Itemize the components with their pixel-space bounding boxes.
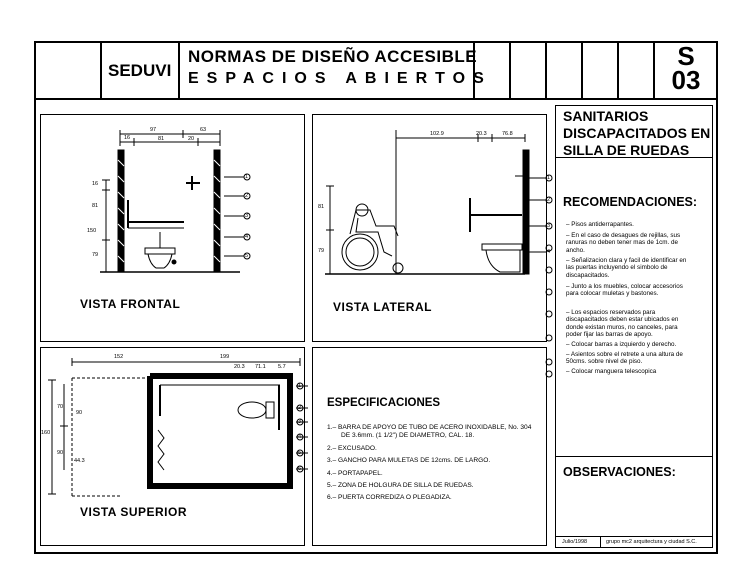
top-callout-6: 6 [298, 466, 302, 472]
front-dim-top-4: 81 [158, 136, 165, 142]
sanitarios-title-line-3: SILLA DE RUEDAS [563, 142, 690, 158]
side-dim-top-1: 102.9 [430, 131, 444, 137]
footer-credit: grupo mc2 arquitectura y ciudad S.C. [606, 539, 697, 545]
top-dim-left-2: 90 [76, 410, 83, 416]
recommendations-title: RECOMENDACIONES: [563, 195, 698, 209]
front-callout-2: 2 [245, 193, 249, 199]
spec-item-4: 4.– PORTAPAPEL. [327, 469, 383, 477]
side-dim-top-3: 76.8 [502, 131, 513, 137]
side-callout-2: 2 [547, 197, 551, 203]
top-dim-left-1: 70 [57, 404, 64, 410]
top-dim-top-3: 20.3 [234, 364, 245, 370]
top-dim-left-3: 160 [41, 430, 51, 436]
spec-item-5: 5.– ZONA DE HOLGURA DE SILLA DE RUEDAS. [327, 482, 474, 490]
observations-title: OBSERVACIONES: [563, 465, 676, 479]
brand-label: SEDUVI [108, 61, 172, 80]
front-dim-top-3: 16 [124, 135, 131, 141]
side-callout-4: 4 [547, 249, 551, 255]
recommendation-8: – Colocar manguera telescopica [566, 368, 657, 375]
top-callout-5: 5 [298, 450, 302, 456]
top-dim-top-4: 71.1 [255, 364, 266, 370]
sheet-code-letter: S [677, 41, 695, 71]
side-dim-left-1: 81 [318, 204, 325, 210]
front-dim-top-2: 63 [200, 127, 207, 133]
specs-title: ESPECIFICACIONES [327, 397, 441, 409]
sheet-title: NORMAS DE DISEÑO ACCESIBLE [188, 47, 478, 66]
spec-item-1a: 1.– BARRA DE APOYO DE TUBO DE ACERO INOXIDABLE, No. 304 [327, 424, 532, 431]
front-dim-left-3: 150 [87, 228, 97, 234]
recommendation-callout-circles [546, 175, 552, 377]
front-callout-1: 1 [245, 174, 249, 180]
recommendation-2: – En el caso de desagues de rejillas, sus ranuras no deben tener mas de 1cm. de ancho. [566, 232, 681, 254]
sanitarios-title-line-1: SANITARIOS [563, 108, 649, 124]
footer-date: Julio/1998 [562, 539, 588, 545]
side-dim-top-2: 20.3 [476, 131, 487, 137]
top-callout-3: 3 [298, 419, 302, 425]
recommendation-3: – Señalizacion clara y facil de identificar en las puertas incluyendo el simbolo de discapacitados. [566, 257, 687, 279]
recommendation-6: – Colocar barras a izquierdo y derecho. [566, 341, 677, 348]
spec-item-1b: DE 3.6mm. (1 1/2") DE DIAMETRO, CAL. 18. [341, 432, 475, 440]
sheet-subtitle: ESPACIOS ABIERTOS [188, 70, 492, 87]
top-dim-top-1: 152 [114, 354, 124, 360]
top-callout-2: 2 [298, 405, 302, 411]
top-callout-1: 1 [298, 383, 302, 389]
front-view-label: VISTA FRONTAL [80, 297, 181, 311]
recommendation-4: – Junto a los muebles, colocar accesorios para colocar muletas y bastones. [566, 283, 683, 298]
recommendation-5: – Los espacios reservados para discapacitados deben estar ubicados en donde existan muros, no canceles, para poder fijar las barras de apoyo. [566, 309, 679, 339]
top-dim-left-4: 90 [57, 450, 64, 456]
front-callout-3: 3 [245, 213, 249, 219]
front-dim-left-2: 81 [92, 203, 99, 209]
side-dim-left-2: 79 [318, 248, 325, 254]
side-callout-1: 1 [547, 175, 551, 181]
front-dim-left-4: 79 [92, 252, 99, 258]
spec-item-3: 3.– GANCHO PARA MULETAS DE 12cms. DE LARGO. [327, 457, 491, 465]
top-dim-left-5: 44.3 [74, 458, 85, 464]
front-callout-4: 4 [245, 234, 249, 240]
front-dim-top-5: 20 [188, 136, 195, 142]
top-dim-top-2: 199 [220, 354, 230, 360]
top-view-label: VISTA SUPERIOR [80, 505, 188, 519]
front-view-drawing [100, 130, 250, 272]
spec-item-2: 2.– EXCUSADO. [327, 444, 377, 452]
top-dim-top-5: 5.7 [278, 364, 286, 370]
front-dim-top-1: 97 [150, 127, 157, 133]
front-callout-5: 5 [245, 253, 249, 259]
sheet-code-number: 03 [671, 65, 701, 95]
side-view-drawing [325, 130, 546, 274]
top-callout-4: 4 [298, 434, 302, 440]
spec-item-6: 6.– PUERTA CORREDIZA O PLEGADIZA. [327, 494, 452, 502]
top-view-drawing [48, 358, 308, 496]
recommendation-1: – Pisos antiderrapantes. [566, 221, 634, 228]
sanitarios-title-line-2: DISCAPACITADOS EN [563, 125, 711, 141]
front-dim-left-1: 16 [92, 181, 99, 187]
recommendation-7: – Asientos sobre el retrete a una altura de 50cms. sobre nivel de piso. [566, 351, 683, 366]
side-view-label: VISTA LATERAL [333, 300, 432, 314]
side-callout-3: 3 [547, 223, 551, 229]
